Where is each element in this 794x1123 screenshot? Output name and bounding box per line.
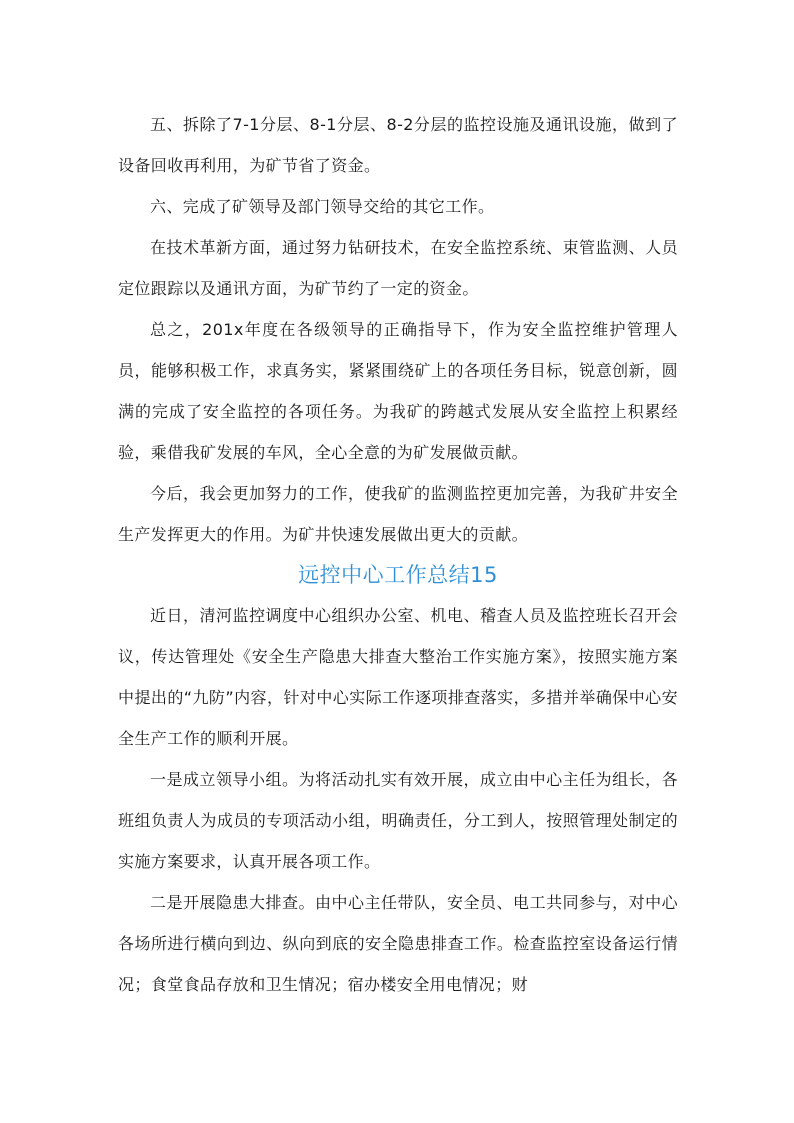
paragraph-hazard-check: 二是开展隐患大排查。由中心主任带队，安全员、电工共同参与，对中心各场所进行横向到边、纵向到底的安全隐患排查工作。检查监控室设备运行情况；食堂食品存放和卫生情况；宿办楼安全用电情况；财 <box>118 893 678 994</box>
paragraph-item-five: 五、拆除了7-1分层、8-1分层、8-2分层的监控设施及通讯设施，做到了设备回收再利用，为矿节省了资金。 <box>118 115 678 175</box>
document-body <box>118 104 678 1005</box>
paragraph-leading-group: 一是成立领导小组。为将活动扎实有效开展，成立由中心主任为组长，各班组负责人为成员的专项活动小组，明确责任，分工到人，按照管理处制定的实施方案要求，认真开展各项工作。 <box>118 770 678 871</box>
section-title: 远控中心工作总结15 <box>298 563 498 587</box>
paragraph-tech-innovation: 在技术革新方面，通过努力钻研技术，在安全监控系统、束管监测、人员定位跟踪以及通讯方面，为矿节约了一定的资金。 <box>118 238 678 298</box>
paragraph-item-six: 六、完成了矿领导及部门领导交给的其它工作。 <box>150 197 495 216</box>
paragraph-future: 今后，我会更加努力的工作，使我矿的监测监控更加完善，为我矿井安全生产发挥更大的作用。为矿井快速发展做出更大的贡献。 <box>118 484 678 544</box>
paragraph-summary: 总之，201x年度在各级领导的正确指导下，作为安全监控维护管理人员，能够积极工作，求真务实，紧紧围绕矿上的各项任务目标，锐意创新，圆满的完成了安全监控的各项任务。为我矿的跨越式发展从安全监控上积累经验，乘借我矿发展的车风，全心全意的为矿发展做贡献。 <box>118 320 678 462</box>
paragraph-meeting: 近日，清河监控调度中心组织办公室、机电、稽查人员及监控班长召开会议，传达管理处《安全生产隐患大排查大整治工作实施方案》，按照实施方案中提出的“九防”内容，针对中心实际工作逐项排查落实，多措并举确保中心安全生产工作的顺利开展。 <box>118 606 678 748</box>
